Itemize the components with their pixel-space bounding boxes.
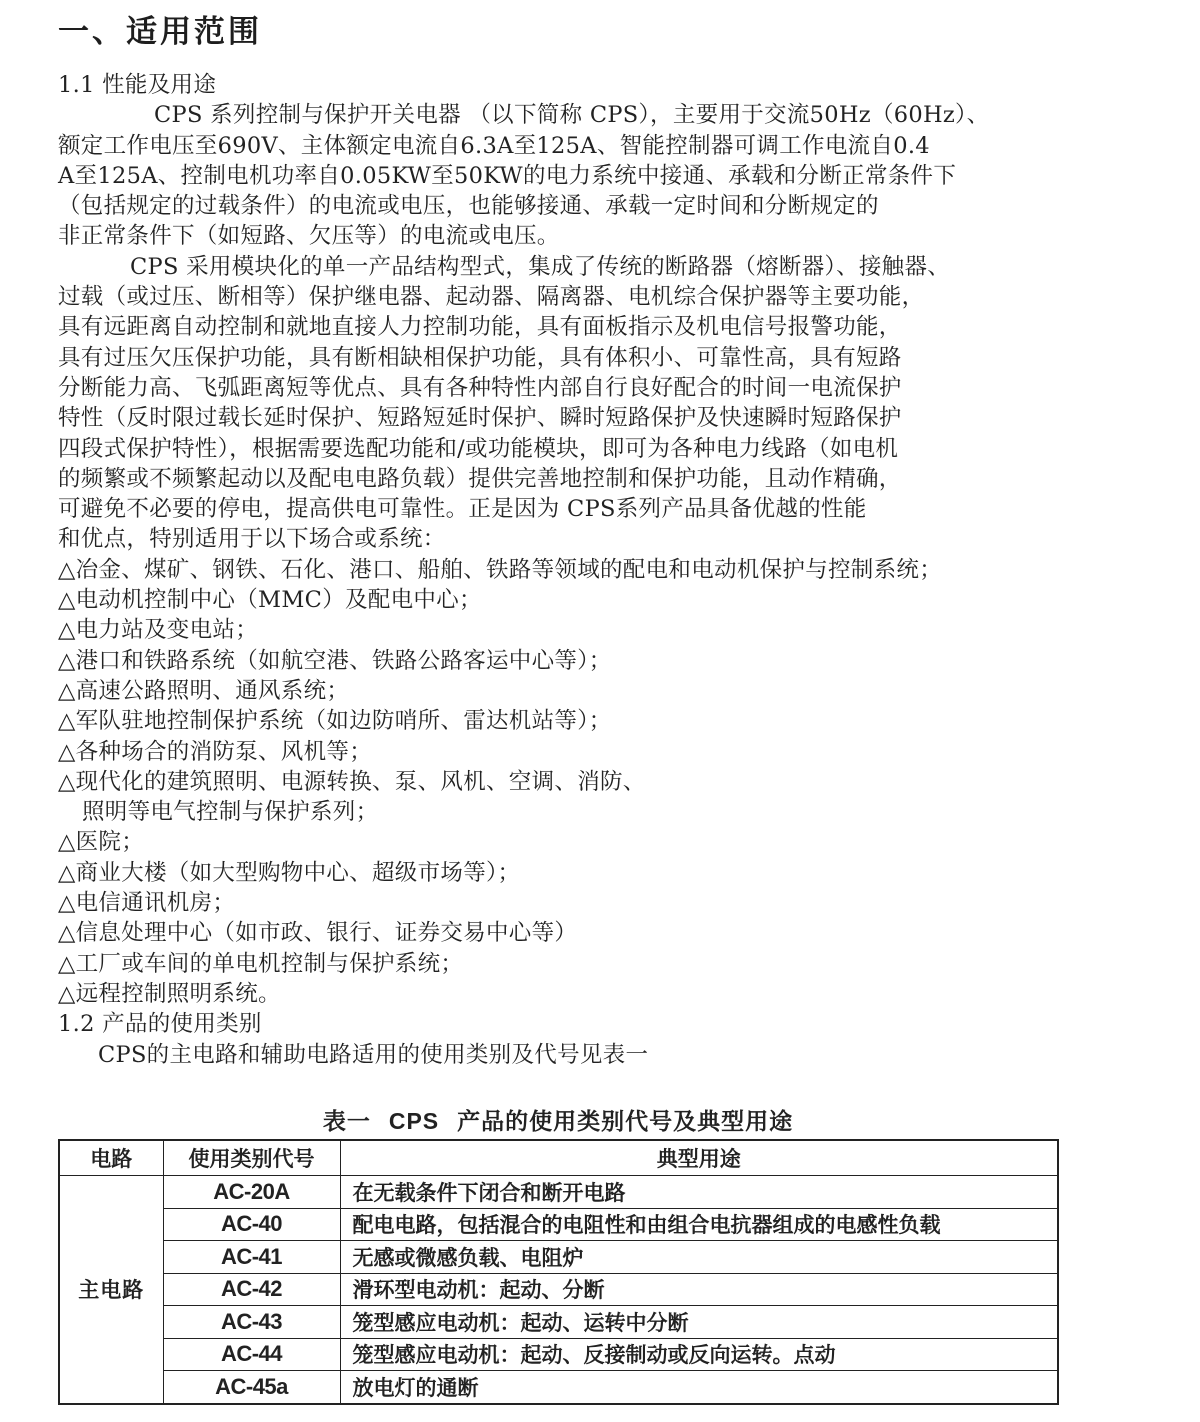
text-line: 的频繁或不频繁起动以及配电电路负载）提供完善地控制和保护功能，且动作精确， bbox=[58, 465, 902, 492]
text-line: 特性（反时限过载长延时保护、短路短延时保护、瞬时短路保护及快速瞬时短路保护 bbox=[58, 405, 902, 432]
text-line: △各种场合的消防泵、风机等； bbox=[58, 738, 373, 765]
category-code-cell: AC-45a bbox=[163, 1371, 340, 1404]
text-line: △商业大楼（如大型购物中心、超级市场等）； bbox=[58, 859, 521, 886]
text-line: △现代化的建筑照明、电源转换、泵、风机、空调、消防、 bbox=[58, 768, 646, 795]
text-line: 过载（或过压、断相等）保护继电器、起动器、隔离器、电机综合保护器等主要功能， bbox=[58, 284, 925, 311]
text-line: 1.2 产品的使用类别 bbox=[58, 1011, 262, 1038]
usage-category-table bbox=[58, 1139, 1059, 1405]
typical-use-cell: 配电电路，包括混合的电阻性和由组合电抗器组成的电感性负载 bbox=[340, 1208, 1058, 1241]
text-line: △电力站及变电站； bbox=[58, 617, 259, 644]
text-line: （包括规定的过载条件）的电流或电压，也能够接通、承载一定时间和分断规定的 bbox=[58, 193, 879, 220]
text-line: CPS 系列控制与保护开关电器 （以下简称 CPS），主要用于交流50Hz（60Hz）、 bbox=[154, 102, 990, 129]
category-code-cell: AC-41 bbox=[163, 1241, 340, 1274]
section-heading: 一、适用范围 bbox=[58, 14, 262, 50]
table-caption bbox=[58, 1103, 1058, 1136]
text-line: 非正常条件下（如短路、欠压等）的电流或电压。 bbox=[58, 223, 560, 250]
text-line: 可避免不必要的停电，提高供电可靠性。正是因为 CPS系列产品具备优越的性能 bbox=[58, 496, 867, 523]
text-line: CPS 采用模块化的单一产品结构型式，集成了传统的断路器（熔断器）、接触器、 bbox=[130, 253, 951, 280]
table-row bbox=[59, 1208, 1058, 1241]
table-caption-product: CPS bbox=[388, 1108, 440, 1134]
text-line: 额定工作电压至690V、主体额定电流自6.3A至125A、智能控制器可调工作电流自0.4 bbox=[58, 132, 930, 159]
table-header-row bbox=[59, 1140, 1058, 1176]
text-line: 和优点，特别适用于以下场合或系统： bbox=[58, 526, 446, 553]
text-line: 照明等电气控制与保护系列； bbox=[82, 799, 379, 826]
typical-use-cell: 笼型感应电动机：起动、反接制动或反向运转。点动 bbox=[340, 1338, 1058, 1371]
text-line: △冶金、煤矿、钢铁、石化、港口、船舶、铁路等领域的配电和电动机保护与控制系统； bbox=[58, 556, 943, 583]
text-line: △医院； bbox=[58, 829, 145, 856]
table-row bbox=[59, 1306, 1058, 1339]
text-line: △港口和铁路系统（如航空港、铁路公路客运中心等）； bbox=[58, 647, 612, 674]
table-row bbox=[59, 1273, 1058, 1306]
table-row bbox=[59, 1241, 1058, 1274]
header-typical-use: 典型用途 bbox=[340, 1140, 1058, 1176]
table-body bbox=[59, 1176, 1058, 1404]
typical-use-cell: 滑环型电动机：起动、分断 bbox=[340, 1273, 1058, 1306]
header-circuit: 电路 bbox=[59, 1140, 163, 1176]
text-line: △信息处理中心（如市政、银行、证券交易中心等） bbox=[58, 920, 578, 947]
text-line: △军队驻地控制保护系统（如边防哨所、雷达机站等）； bbox=[58, 708, 612, 735]
typical-use-cell: 笼型感应电动机：起动、运转中分断 bbox=[340, 1306, 1058, 1339]
text-line: CPS的主电路和辅助电路适用的使用类别及代号见表一 bbox=[98, 1041, 649, 1068]
table-row bbox=[59, 1338, 1058, 1371]
header-category-code: 使用类别代号 bbox=[163, 1140, 340, 1176]
category-code-cell: AC-40 bbox=[163, 1208, 340, 1241]
table-row bbox=[59, 1371, 1058, 1404]
table-row bbox=[59, 1176, 1058, 1209]
text-line: 分断能力高、飞弧距离短等优点、具有各种特性内部自行良好配合的时间一电流保护 bbox=[58, 374, 902, 401]
category-code-cell: AC-20A bbox=[163, 1176, 340, 1209]
text-line: △高速公路照明、通风系统； bbox=[58, 677, 350, 704]
text-line: 1.1 性能及用途 bbox=[58, 72, 217, 98]
table-caption-suffix: 产品的使用类别代号及典型用途 bbox=[457, 1108, 794, 1135]
category-code-cell: AC-43 bbox=[163, 1306, 340, 1339]
category-code-cell: AC-42 bbox=[163, 1273, 340, 1306]
text-line: 四段式保护特性），根据需要选配功能和/或功能模块，即可为各种电力线路（如电机 bbox=[58, 435, 899, 462]
text-line: △远程控制照明系统。 bbox=[58, 980, 281, 1007]
typical-use-cell: 在无载条件下闭合和断开电路 bbox=[340, 1176, 1058, 1209]
text-line: △电动机控制中心（MMC）及配电中心； bbox=[58, 587, 482, 614]
text-line: 具有过压欠压保护功能，具有断相缺相保护功能，具有体积小、可靠性高，具有短路 bbox=[58, 344, 902, 371]
typical-use-cell: 无感或微感负载、电阻炉 bbox=[340, 1241, 1058, 1274]
body-text bbox=[58, 70, 1078, 1070]
circuit-cell: 主电路 bbox=[59, 1176, 163, 1404]
category-code-cell: AC-44 bbox=[163, 1338, 340, 1371]
typical-use-cell: 放电灯的通断 bbox=[340, 1371, 1058, 1404]
text-line: 具有远距离自动控制和就地直接人力控制功能，具有面板指示及机电信号报警功能， bbox=[58, 314, 902, 341]
text-line: △工厂或车间的单电机控制与保护系统； bbox=[58, 950, 464, 977]
text-line: △电信通讯机房； bbox=[58, 890, 236, 917]
table-caption-prefix: 表一 bbox=[322, 1108, 371, 1135]
text-line: A至125A、控制电机功率自0.05KW至50KW的电力系统中接通、承载和分断正常条件下 bbox=[58, 162, 957, 189]
